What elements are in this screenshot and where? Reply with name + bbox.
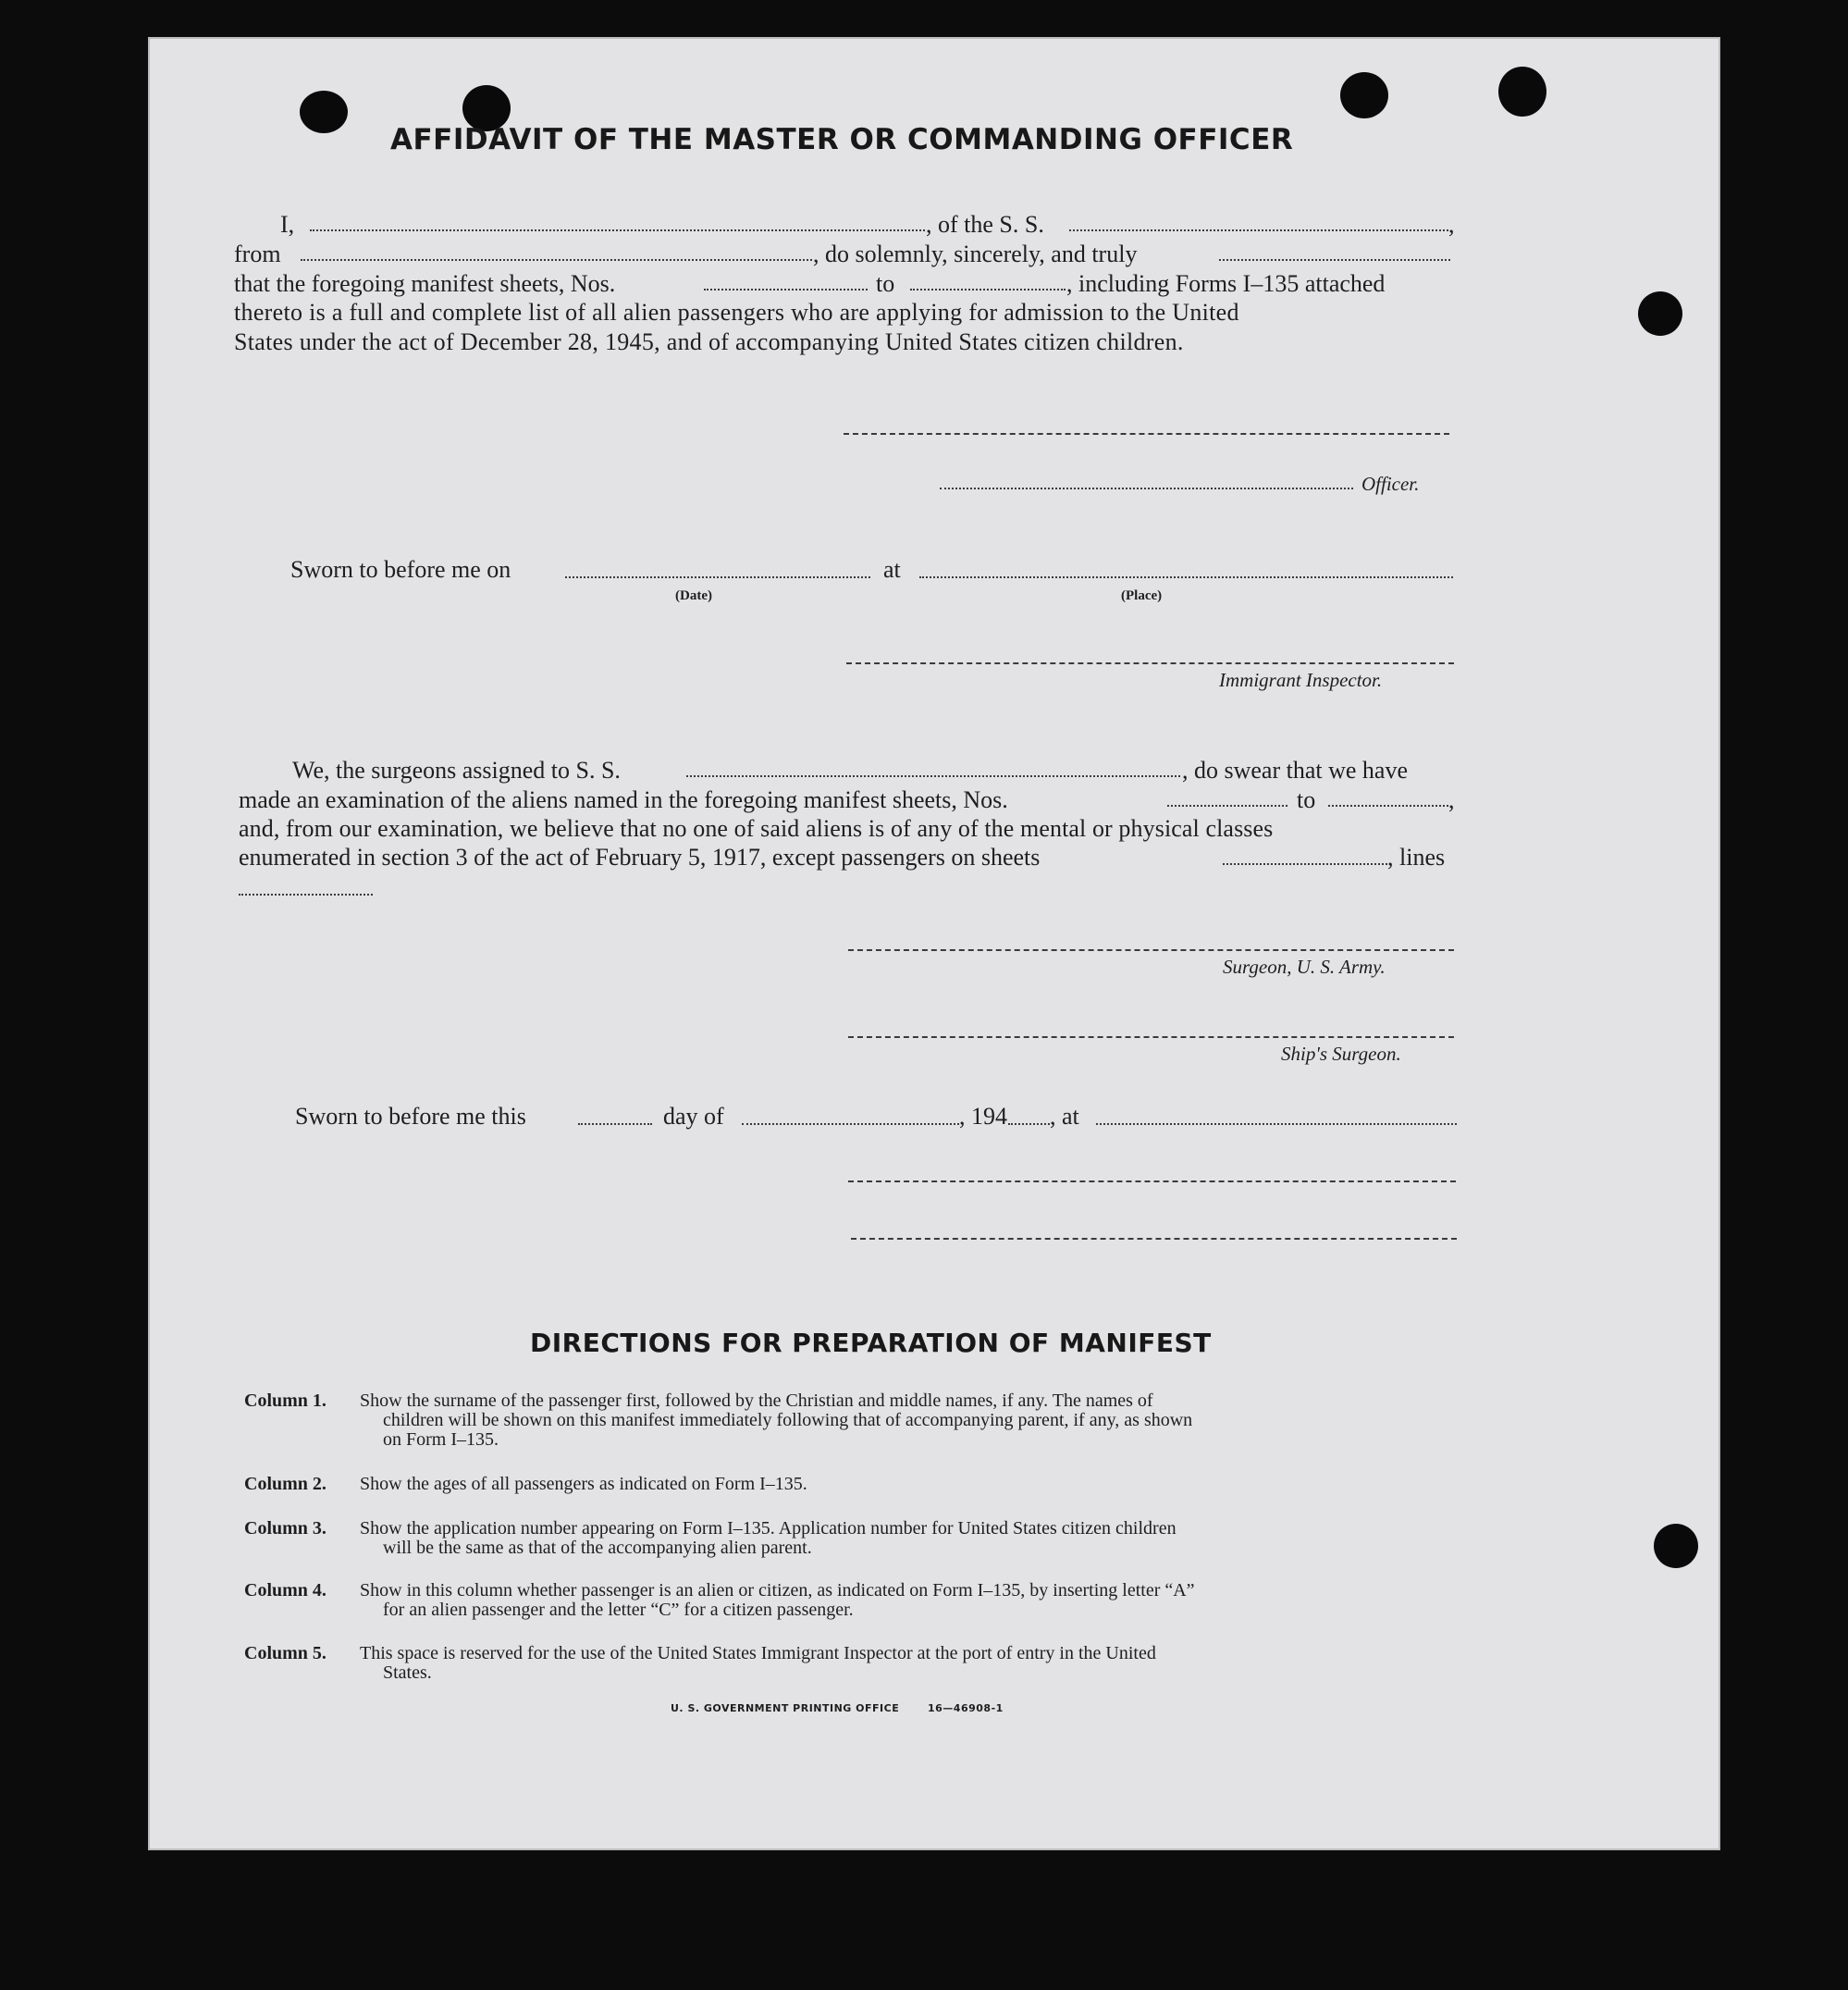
affidavit-line3a: that the foregoing manifest sheets, Nos. <box>234 270 616 297</box>
column-label: Column 5. <box>244 1643 326 1663</box>
column-text: Show in this column whether passenger is an alien or citizen, as indicated on Form I–135, by inserting letter “A” for an alien passenger and the letter “C” for a citizen passenger. <box>360 1580 1195 1620</box>
ship-surgeon-signature-line[interactable] <box>848 1036 1454 1038</box>
surgeon-army-label: Surgeon, U. S. Army. <box>1223 956 1386 978</box>
surgeons-comma: , <box>1448 786 1455 813</box>
punch-hole <box>1498 67 1546 117</box>
affidavit-of-ss: , of the S. S. <box>926 211 1044 238</box>
column-label: Column 3. <box>244 1518 326 1539</box>
sworn2-day-field[interactable] <box>578 1123 652 1125</box>
sworn-date-field[interactable] <box>565 576 870 578</box>
sworn-place-field[interactable] <box>919 576 1453 578</box>
column-text: This space is reserved for the use of the United States Immigrant Inspector at the port of entry in the United States. <box>360 1643 1156 1683</box>
surgeons-sheet-from-field[interactable] <box>1167 805 1287 807</box>
affidavit-i: I, <box>280 211 295 238</box>
except-sheets-field[interactable] <box>1223 863 1387 865</box>
date-label: (Date) <box>675 588 712 603</box>
sworn2-day-of: day of <box>663 1103 724 1130</box>
surgeons-line3: and, from our examination, we believe that no one of said aliens is of any of the mental or physical classes <box>239 815 1274 842</box>
sworn2-year: , 194 <box>959 1103 1007 1130</box>
affidavit-line5: States under the act of December 28, 1945, and of accompanying United States citizen children. <box>234 328 1184 355</box>
immigrant-inspector-label: Immigrant Inspector. <box>1219 669 1383 691</box>
ship-name-field[interactable] <box>1069 229 1448 231</box>
affidavit-line3b: , including Forms I–135 attached <box>1066 270 1386 297</box>
sworn2-title-line[interactable] <box>851 1238 1457 1240</box>
affidavit-to: to <box>876 270 895 297</box>
army-surgeon-signature-line[interactable] <box>848 949 1454 951</box>
from-port-field[interactable] <box>301 259 812 261</box>
sworn2-place-field[interactable] <box>1096 1123 1457 1125</box>
sworn-at: at <box>883 556 901 583</box>
form-code: 16—46908-1 <box>928 1702 1004 1714</box>
master-signature-line[interactable] <box>844 433 1449 435</box>
column-text: Show the ages of all passengers as indicated on Form I–135. <box>360 1474 807 1494</box>
truly-field[interactable] <box>1219 259 1450 261</box>
column-label: Column 2. <box>244 1474 326 1494</box>
officer-line[interactable] <box>940 488 1353 489</box>
punch-hole <box>1638 291 1682 336</box>
sheet-from-field[interactable] <box>704 289 868 290</box>
surgeons-line2a: made an examination of the aliens named in the foregoing manifest sheets, Nos. <box>239 786 1008 813</box>
surgeons-to: to <box>1297 786 1316 813</box>
form-title: AFFIDAVIT OF THE MASTER OR COMMANDING OFFICER <box>390 123 1294 156</box>
column-text: Show the surname of the passenger first, followed by the Christian and middle names, if any. The names of children will be shown on this manifest immediately following that of accompanying parent, if any, as shown on Form I–135. <box>360 1391 1193 1450</box>
column-label: Column 4. <box>244 1580 326 1601</box>
sworn-before-me-this: Sworn to before me this <box>295 1103 526 1130</box>
sworn2-at: , at <box>1050 1103 1079 1130</box>
sworn2-year-field[interactable] <box>1008 1123 1050 1125</box>
sheet-to-field[interactable] <box>910 289 1066 290</box>
ships-surgeon-label: Ship's Surgeon. <box>1281 1043 1401 1065</box>
directions-title: DIRECTIONS FOR PREPARATION OF MANIFEST <box>530 1328 1212 1358</box>
inspector-signature-line[interactable] <box>846 662 1454 664</box>
affidavit-solemnly: , do solemnly, sincerely, and truly <box>813 241 1138 267</box>
sworn2-month-field[interactable] <box>742 1123 959 1125</box>
affidavit-from: from <box>234 241 281 267</box>
sworn-before-me-on: Sworn to before me on <box>290 556 511 583</box>
surgeons-sheet-to-field[interactable] <box>1328 805 1448 807</box>
affidavit-comma: , <box>1448 211 1455 238</box>
printer-imprint: U. S. GOVERNMENT PRINTING OFFICE <box>671 1702 900 1714</box>
surgeons-line4b: , lines <box>1387 844 1446 871</box>
punch-hole <box>1654 1524 1698 1568</box>
column-text: Show the application number appearing on Form I–135. Application number for United States citizen children will be the same as that of the accompanying alien parent. <box>360 1518 1177 1558</box>
surgeons-line1a: We, the surgeons assigned to S. S. <box>292 757 621 784</box>
surgeons-line4a: enumerated in section 3 of the act of February 5, 1917, except passengers on sheets <box>239 844 1041 871</box>
column-label: Column 1. <box>244 1391 326 1411</box>
surgeons-ship-field[interactable] <box>686 775 1180 777</box>
officer-label: Officer. <box>1361 473 1420 495</box>
punch-hole <box>300 91 348 133</box>
except-lines-field[interactable] <box>239 894 373 896</box>
place-label: (Place) <box>1121 588 1163 603</box>
punch-hole <box>1340 72 1388 118</box>
master-name-field[interactable] <box>310 229 925 231</box>
sworn2-signature-line[interactable] <box>848 1180 1456 1182</box>
affidavit-line4: thereto is a full and complete list of all alien passengers who are applying for admission to the United <box>234 299 1239 326</box>
surgeons-line1b: , do swear that we have <box>1182 757 1409 784</box>
